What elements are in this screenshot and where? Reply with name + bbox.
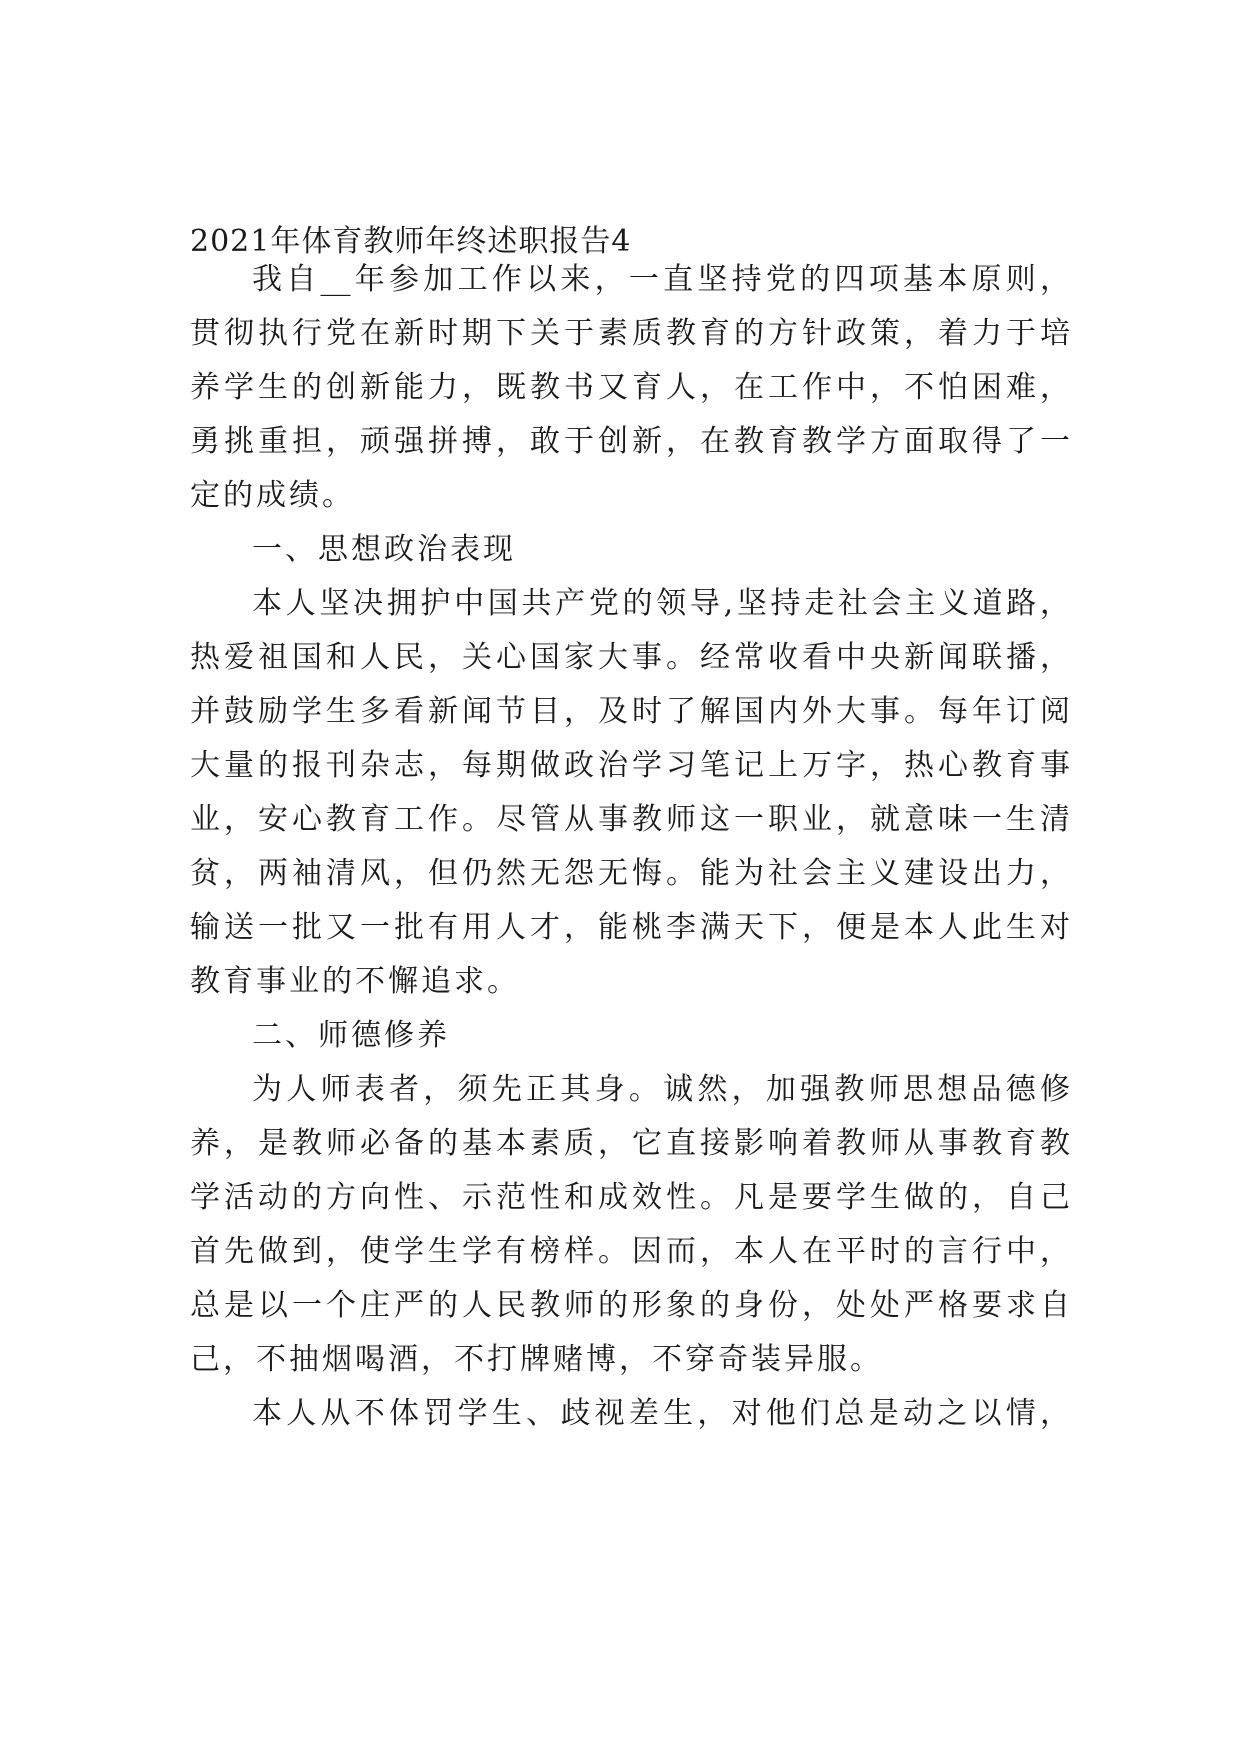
- paragraph-line: 养学生的创新能力，既教书又育人，在工作中，不怕困难，: [190, 370, 1070, 405]
- paragraph-line: 己，不抽烟喝酒，不打牌赌博，不穿奇装异服。: [190, 1342, 883, 1377]
- section-heading: 二、师德修养: [252, 1018, 450, 1053]
- paragraph-line: 总是以一个庄严的人民教师的形象的身份，处处严格要求自: [190, 1288, 1070, 1323]
- paragraph-line: 贫，两袖清风，但仍然无怨无悔。能为社会主义建设出力，: [190, 856, 1070, 891]
- paragraph-line: 业，安心教育工作。尽管从事教师这一职业，就意味一生清: [190, 802, 1070, 837]
- document-title: 2021年体育教师年终述职报告4: [190, 224, 632, 259]
- paragraph-line: 贯彻执行党在新时期下关于素质教育的方针政策，着力于培: [190, 316, 1070, 351]
- paragraph-line: 我自__年参加工作以来，一直坚持党的四项基本原则，: [252, 262, 1070, 297]
- paragraph-line: 并鼓励学生多看新闻节目，及时了解国内外大事。每年订阅: [190, 694, 1070, 729]
- paragraph-line: 大量的报刊杂志，每期做政治学习笔记上万字，热心教育事: [190, 748, 1070, 783]
- paragraph-line: 首先做到，使学生学有榜样。因而，本人在平时的言行中，: [190, 1234, 1070, 1269]
- section-heading: 一、思想政治表现: [252, 532, 516, 567]
- paragraph-line: 勇挑重担，顽强拼搏，敢于创新，在教育教学方面取得了一: [190, 424, 1070, 459]
- paragraph-line: 学活动的方向性、示范性和成效性。凡是要学生做的，自己: [190, 1180, 1070, 1215]
- paragraph-line: 教育事业的不懈追求。: [190, 964, 520, 999]
- paragraph-line: 为人师表者，须先正其身。诚然，加强教师思想品德修: [252, 1072, 1070, 1107]
- paragraph-line: 本人从不体罚学生、歧视差生，对他们总是动之以情，: [252, 1396, 1070, 1431]
- paragraph-line: 本人坚决拥护中国共产党的领导,坚持走社会主义道路，: [252, 586, 1070, 621]
- paragraph-line: 养，是教师必备的基本素质，它直接影响着教师从事教育教: [190, 1126, 1070, 1161]
- paragraph-line: 热爱祖国和人民，关心国家大事。经常收看中央新闻联播，: [190, 640, 1070, 675]
- paragraph-line: 输送一批又一批有用人才，能桃李满天下，便是本人此生对: [190, 910, 1070, 945]
- paragraph-line: 定的成绩。: [190, 478, 355, 513]
